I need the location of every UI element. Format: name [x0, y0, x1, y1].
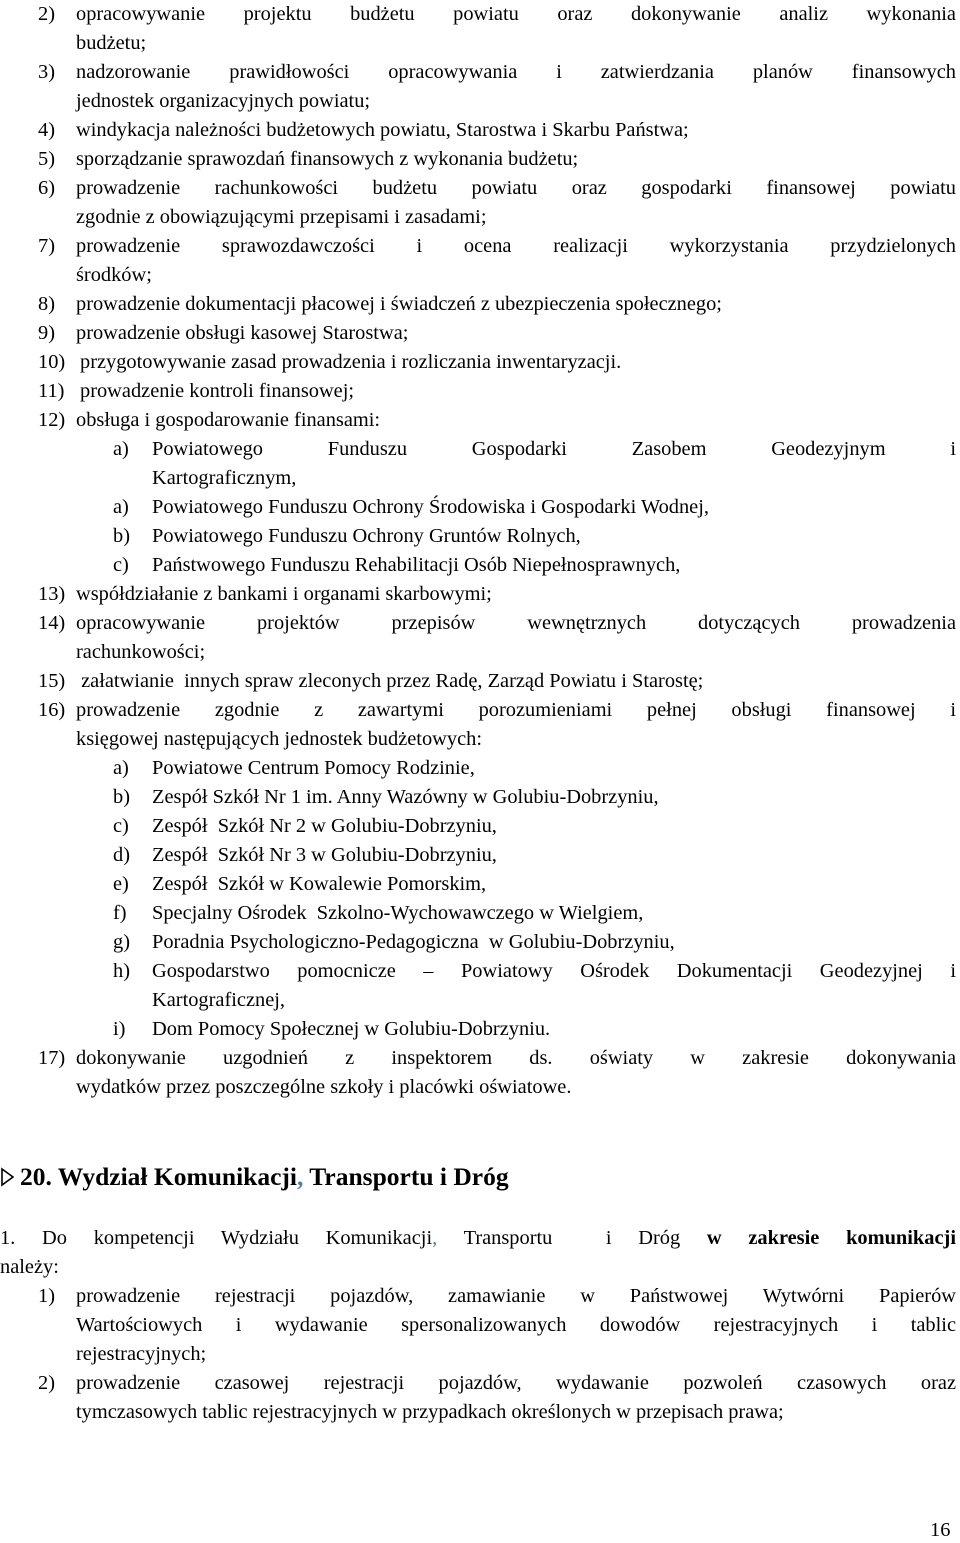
list-text: opracowywanie projektu budżetu powiatu oraz dokonywanie analiz wykonania: [76, 3, 956, 25]
list-number: 8): [38, 293, 55, 315]
list-number: 2): [38, 3, 55, 25]
list-number: 3): [38, 61, 55, 83]
list-text: przygotowywanie zasad prowadzenia i rozliczania inwentaryzacji.: [80, 351, 622, 373]
sub-list-letter: f): [113, 902, 127, 924]
sub-list-text: Poradnia Psychologiczno-Pedagogiczna w Golubiu-Dobrzyniu,: [152, 931, 675, 953]
intro-line-2: należy:: [0, 1256, 59, 1278]
list-number: 13): [38, 583, 66, 605]
list-item: [0, 58, 960, 87]
sub-list-letter: a): [113, 757, 129, 779]
sub-list-letter: i): [113, 1018, 126, 1040]
list-text: prowadzenie sprawozdawczości i ocena realizacji wykorzystania przydzielonych: [76, 235, 956, 257]
heading-text-part2: Transportu i Dróg: [303, 1162, 509, 1191]
sub-list-text: Gospodarstwo pomocnicze – Powiatowy Ośrodek Dokumentacji Geodezyjnej i: [152, 960, 956, 982]
list-number: 1): [38, 1285, 55, 1307]
list-item: [0, 696, 960, 725]
list-item: [0, 0, 960, 29]
sub-list-letter: g): [113, 931, 130, 953]
list-text: prowadzenie kontroli finansowej;: [80, 380, 355, 402]
list-number: 9): [38, 322, 55, 344]
list-text-continuation: rejestracyjnych;: [76, 1343, 207, 1365]
list-number: 2): [38, 1372, 55, 1394]
sub-list-letter: b): [113, 525, 130, 547]
list-text-continuation: Wartościowych i wydawanie spersonalizowanych dowodów rejestracyjnych i tablic: [76, 1314, 956, 1336]
list-text: prowadzenie rachunkowości budżetu powiatu oraz gospodarki finansowej powiatu: [76, 177, 956, 199]
list-number: 15): [38, 670, 66, 692]
list-item: [0, 174, 960, 203]
page-number: 16: [930, 1519, 951, 1541]
list-text-continuation: środków;: [76, 264, 152, 286]
sub-list-text: Powiatowe Centrum Pomocy Rodzinie,: [152, 757, 475, 779]
list-text: obsługa i gospodarowanie finansami:: [76, 409, 381, 431]
sub-list-text-continuation: Kartograficznej,: [152, 989, 286, 1011]
sub-list-letter: b): [113, 786, 130, 808]
list-number: 12): [38, 409, 66, 431]
list-number: 7): [38, 235, 55, 257]
list-text: prowadzenie obsługi kasowej Starostwa;: [76, 322, 409, 344]
sub-list-text: Powiatowego Funduszu Ochrony Środowiska i Gospodarki Wodnej,: [152, 496, 709, 518]
list-text: dokonywanie uzgodnień z inspektorem ds. oświaty w zakresie dokonywania: [76, 1047, 956, 1069]
list-number: 14): [38, 612, 66, 634]
sub-list-text: Powiatowego Funduszu Ochrony Gruntów Rolnych,: [152, 525, 581, 547]
sub-list-text: Państwowego Funduszu Rehabilitacji Osób Niepełnosprawnych,: [152, 554, 681, 576]
list-text-continuation: wydatków przez poszczególne szkoły i placówki oświatowe.: [76, 1076, 572, 1098]
sub-list-letter: c): [113, 815, 129, 837]
list-text: opracowywanie projektów przepisów wewnętrznych dotyczących prowadzenia: [76, 612, 956, 634]
heading-comma: ,: [297, 1162, 304, 1191]
sub-list-letter: a): [113, 496, 129, 518]
list-text: załatwianie innych spraw zleconych przez Radę, Zarząd Powiatu i Starostę;: [76, 670, 704, 692]
list-text-continuation: jednostek organizacyjnych powiatu;: [76, 90, 371, 112]
sub-list-text: Zespół Szkół w Kowalewie Pomorskim,: [152, 873, 487, 895]
list-text: prowadzenie dokumentacji płacowej i świadczeń z ubezpieczenia społecznego;: [76, 293, 722, 315]
sub-list-letter: a): [113, 438, 129, 460]
sub-list-text: Powiatowego Funduszu Gospodarki Zasobem Geodezyjnym i: [152, 438, 956, 460]
sub-list-letter: e): [113, 873, 129, 895]
intro-line-1: 1. Do kompetencji Wydziału Komunikacji, Transportu i Dróg w zakresie komunikacji: [0, 1227, 956, 1249]
list-text: prowadzenie zgodnie z zawartymi porozumieniami pełnej obsługi finansowej i: [76, 699, 956, 721]
list-number: 17): [38, 1047, 66, 1069]
sub-list-text: Zespół Szkół Nr 3 w Golubiu-Dobrzyniu,: [152, 844, 497, 866]
list-text: nadzorowanie prawidłowości opracowywania i zatwierdzania planów finansowych: [76, 61, 956, 83]
intro-paragraph: [0, 1224, 960, 1253]
sub-list-letter: h): [113, 960, 130, 982]
list-item: [0, 1282, 960, 1311]
sub-list-letter: c): [113, 554, 129, 576]
section-heading: [0, 1160, 509, 1194]
list-text: windykacja należności budżetowych powiatu, Starostwa i Skarbu Państwa;: [76, 119, 689, 141]
list-text-continuation: tymczasowych tablic rejestracyjnych w przypadkach określonych w przepisach prawa;: [76, 1401, 784, 1423]
list-text-continuation: księgowej następujących jednostek budżetowych:: [76, 728, 482, 750]
list-item: [0, 232, 960, 261]
list-item: [0, 1369, 960, 1398]
list-number: 5): [38, 148, 55, 170]
sub-list-item: [0, 435, 960, 464]
list-number: 6): [38, 177, 55, 199]
list-text: sporządzanie sprawozdań finansowych z wykonania budżetu;: [76, 148, 579, 170]
sub-list-text: Zespół Szkół Nr 1 im. Anny Wazówny w Golubiu-Dobrzyniu,: [152, 786, 659, 808]
sub-list-item: [0, 957, 960, 986]
list-text: współdziałanie z bankami i organami skarbowymi;: [76, 583, 492, 605]
list-number: 10): [38, 351, 66, 373]
list-text: prowadzenie rejestracji pojazdów, zamawianie w Państwowej Wytwórni Papierów: [76, 1285, 956, 1307]
sub-list-text: Dom Pomocy Społecznej w Golubiu-Dobrzyniu.: [152, 1018, 551, 1040]
list-item: [0, 1044, 960, 1073]
list-number: 16): [38, 699, 66, 721]
sub-list-letter: d): [113, 844, 130, 866]
heading-text-part1: 20. Wydział Komunikacji: [20, 1162, 297, 1191]
list-number: 11): [38, 380, 65, 402]
list-text-continuation: budżetu;: [76, 32, 147, 54]
heading-bullet-icon: [0, 1167, 14, 1187]
sub-list-text: Zespół Szkół Nr 2 w Golubiu-Dobrzyniu,: [152, 815, 497, 837]
list-text-continuation: zgodnie z obowiązującymi przepisami i zasadami;: [76, 206, 487, 228]
sub-list-text-continuation: Kartograficznym,: [152, 467, 297, 489]
list-text: prowadzenie czasowej rejestracji pojazdów, wydawanie pozwoleń czasowych oraz: [76, 1372, 956, 1394]
list-number: 4): [38, 119, 55, 141]
list-text-continuation: rachunkowości;: [76, 641, 206, 663]
sub-list-text: Specjalny Ośrodek Szkolno-Wychowawczego w Wielgiem,: [152, 902, 644, 924]
list-item: [0, 609, 960, 638]
